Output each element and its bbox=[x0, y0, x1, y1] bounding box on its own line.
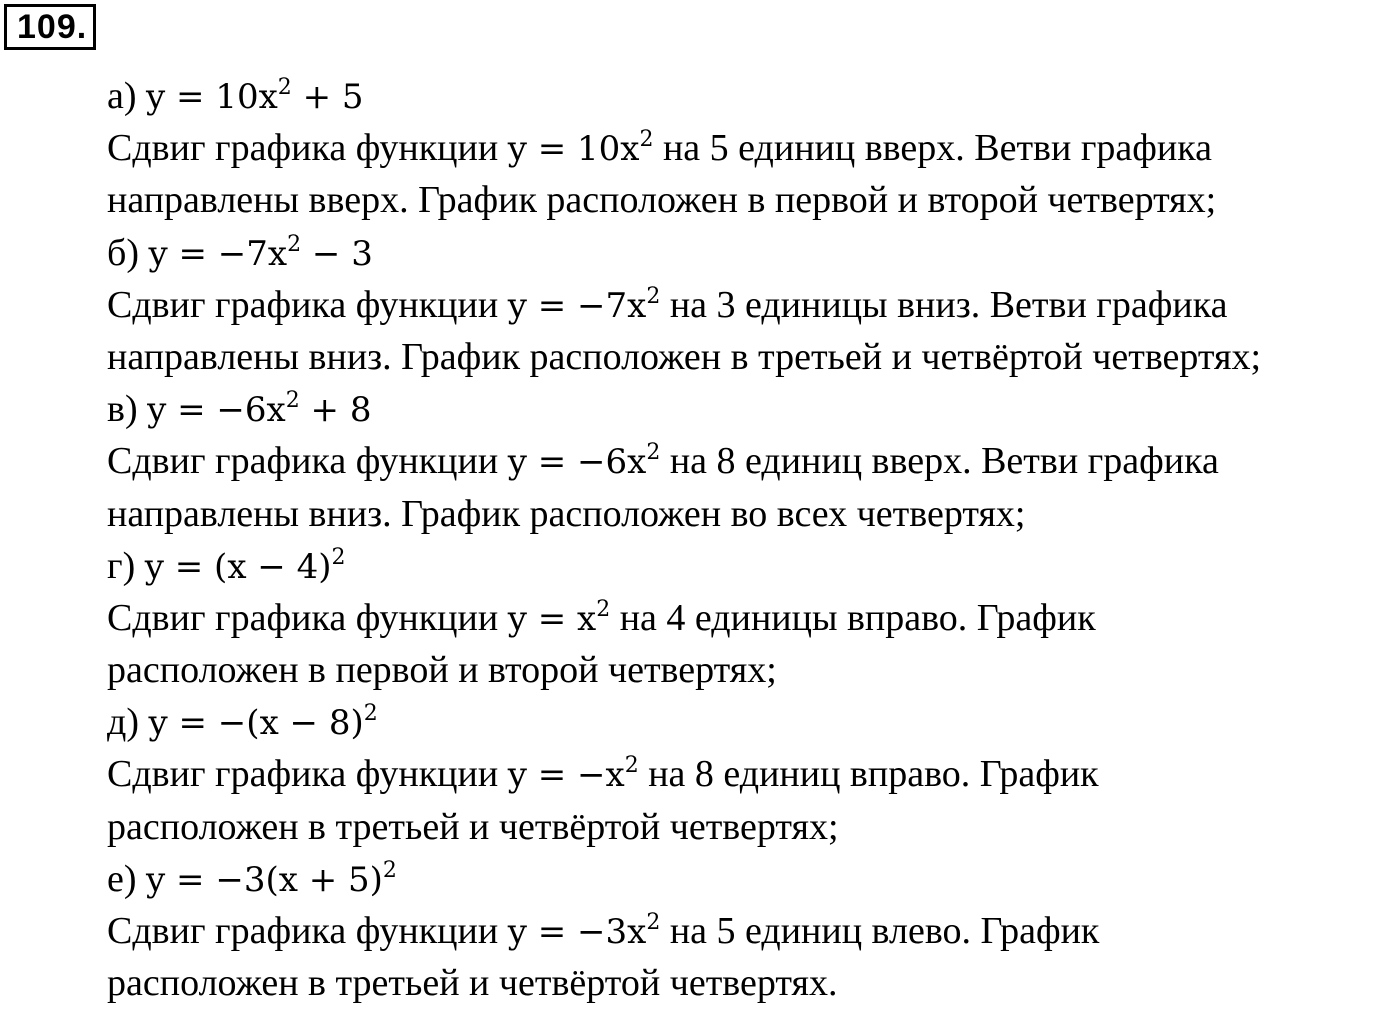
item-description-line: расположен в третьей и четвёртой четвертях; bbox=[107, 805, 839, 848]
problem-number: 109 bbox=[17, 8, 77, 46]
item-description-line: Сдвиг графика функции $y = 10x^2$ на 5 единиц вверх. Ветви графика bbox=[107, 127, 1212, 170]
item-description-line: Сдвиг графика функции $y = -3x^2$ на 5 единиц влево. График bbox=[107, 910, 1100, 952]
item-description-line: Сдвиг графика функции $y = -x^2$ на 8 единиц вправо. График bbox=[107, 753, 1099, 796]
item-heading-v bbox=[107, 383, 1397, 435]
item-formula: $y = -6x^2 + 8$ bbox=[147, 388, 372, 431]
item-heading-g bbox=[107, 540, 1397, 592]
item-description-line: расположен в третьей и четвёртой четвертях. bbox=[107, 962, 838, 1005]
problem-number-suffix: . bbox=[76, 8, 88, 46]
item-formula: $y = -(x - 8)^2$ bbox=[148, 701, 378, 744]
item-label: д) bbox=[107, 701, 149, 744]
item-label: б) bbox=[107, 231, 149, 274]
inline-formula: $y = x^2$ bbox=[507, 596, 611, 639]
item-description-line: Сдвиг графика функции $y = x^2$ на 4 единицы вправо. График bbox=[107, 596, 1096, 639]
item-description-line: Сдвиг графика функции $y = -7x^2$ на 3 единицы вниз. Ветви графика bbox=[107, 283, 1228, 326]
item-label: в) bbox=[107, 388, 148, 431]
inline-formula: $y = 10x^2$ bbox=[507, 127, 654, 170]
item-heading-b bbox=[107, 227, 1397, 279]
problem-number-box bbox=[4, 4, 96, 50]
item-label: г) bbox=[107, 544, 145, 587]
item-formula: $y = (x - 4)^2$ bbox=[144, 544, 346, 587]
inline-formula: $y = -3x^2$ bbox=[507, 910, 661, 952]
item-formula: $y = -7x^2 - 3$ bbox=[148, 231, 373, 274]
item-formula: $y = 10x^2 + 5$ bbox=[146, 75, 364, 117]
item-description-line: направлены вниз. График расположен в третьей и четвёртой четвертях; bbox=[107, 335, 1262, 378]
item-heading-e bbox=[107, 853, 1397, 905]
item-formula: $y = -3(x + 5)^2$ bbox=[146, 857, 397, 900]
item-label: е) bbox=[107, 857, 147, 900]
item-description-line: направлены вниз. График расположен во всех четвертях; bbox=[107, 492, 1026, 535]
solution-body bbox=[107, 70, 1397, 1009]
item-heading-a bbox=[107, 70, 1397, 122]
inline-formula: $y = -x^2$ bbox=[507, 753, 639, 796]
item-description-line: направлены вверх. График расположен в первой и второй четвертях; bbox=[107, 179, 1217, 222]
inline-formula: $y = -6x^2$ bbox=[507, 440, 661, 483]
item-label: а) bbox=[107, 75, 147, 117]
item-heading-d bbox=[107, 696, 1397, 748]
item-description-line: Сдвиг графика функции $y = -6x^2$ на 8 единиц вверх. Ветви графика bbox=[107, 440, 1219, 483]
item-description-line: расположен в первой и второй четвертях; bbox=[107, 649, 777, 692]
inline-formula: $y = -7x^2$ bbox=[507, 283, 661, 326]
